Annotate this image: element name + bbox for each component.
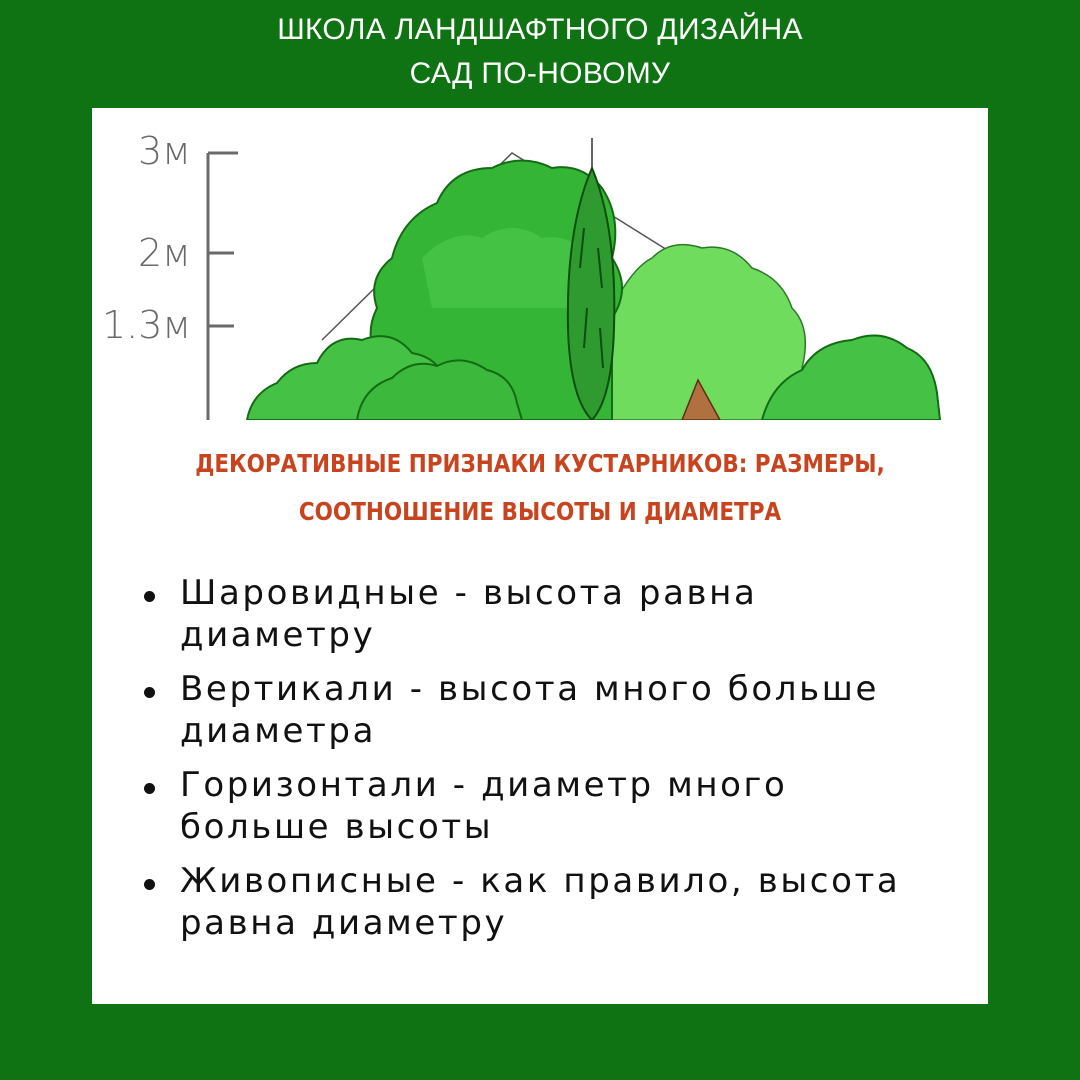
list-item-text: Живописные - как правило, высота равна диаметру xyxy=(180,861,901,943)
list-item xyxy=(144,764,944,848)
bullet-icon xyxy=(144,687,155,698)
height-scale xyxy=(102,129,238,420)
header-brand: САД ПО-НОВОМУ xyxy=(409,57,671,90)
bullet-icon xyxy=(144,591,155,602)
scale-label-2m: 2м xyxy=(138,231,191,275)
bullet-icon xyxy=(144,783,155,794)
header-school-name: ШКОЛА ЛАНДШАФТНОГО ДИЗАЙНА xyxy=(277,13,803,46)
scale-label-1-3m: 1.3м xyxy=(102,303,192,347)
header xyxy=(0,8,1080,96)
list-item xyxy=(144,668,944,752)
list-item xyxy=(144,860,944,944)
list-item-text: Шаровидные - высота равна диаметру xyxy=(180,573,758,655)
info-card xyxy=(92,108,988,1004)
list-item-text: Вертикали - высота много больше диаметра xyxy=(180,669,879,751)
shrubs-illustration xyxy=(92,108,988,420)
list-item xyxy=(144,572,944,656)
subtitle-line-1: ДЕКОРАТИВНЫЕ ПРИЗНАКИ КУСТАРНИКОВ: РАЗМЕРЫ, xyxy=(195,449,885,478)
scale-label-3m: 3м xyxy=(138,129,191,173)
shrubs-svg xyxy=(92,108,988,420)
shrub-types-list xyxy=(144,572,944,956)
list-item-text: Горизонтали - диаметр много больше высоты xyxy=(180,765,788,847)
subtitle xyxy=(155,440,926,536)
bullet-icon xyxy=(144,879,155,890)
subtitle-line-2: СООТНОШЕНИЕ ВЫСОТЫ И ДИАМЕТРА xyxy=(298,497,782,526)
